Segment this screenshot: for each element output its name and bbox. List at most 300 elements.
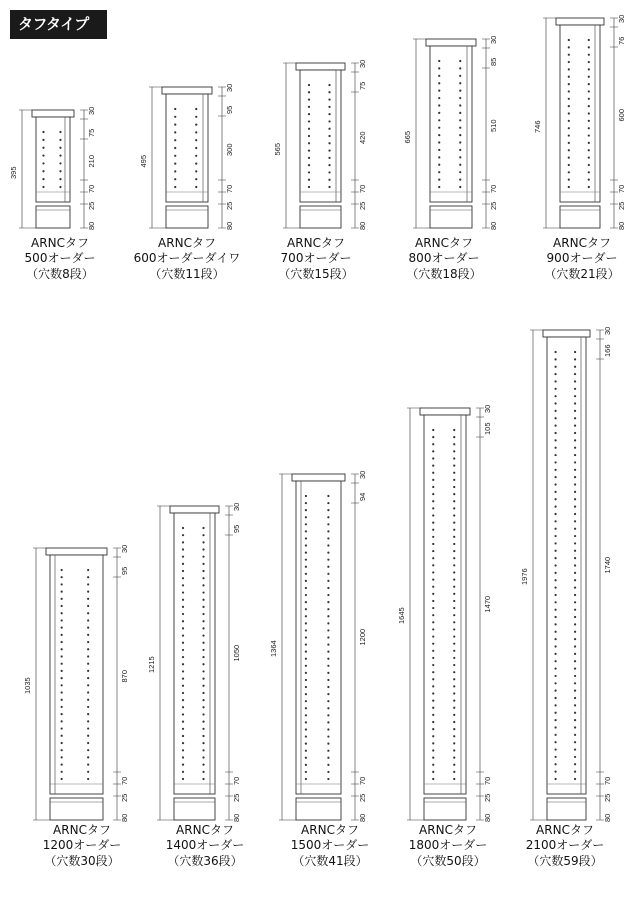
shelf-pin-hole [202,728,204,730]
shelf-pin-hole [87,591,89,593]
shelf-pin-hole [305,658,307,660]
shelf-pin-hole [87,619,89,621]
shelf-pin-hole [182,713,184,715]
shelf-pin-hole [574,506,576,508]
shelf-pin-hole [61,771,63,773]
shelf-pin-hole [554,564,556,566]
cabinet-crown [170,506,219,513]
shelf-pin-hole [574,616,576,618]
shelf-pin-hole [554,498,556,500]
shelf-pin-hole [459,60,461,62]
shelf-pin-hole [432,664,434,666]
shelf-pin-hole [432,728,434,730]
upper-dim-label: 95 [232,524,241,533]
shelf-pin-hole [568,61,570,63]
shelf-pin-hole [574,734,576,736]
shelf-pin-hole [202,627,204,629]
shelf-pin-hole [61,627,63,629]
plinth-dim-label: 80 [483,813,492,822]
shelf-pin-hole [182,584,184,586]
model-order-size: 1400オーダー [165,838,245,852]
shelf-pin-hole [59,178,61,180]
shelf-pin-hole [87,612,89,614]
mid-dim-label: 1050 [232,644,241,662]
shelf-pin-hole [202,634,204,636]
shelf-pin-hole [588,142,590,144]
shelf-pin-hole [327,651,329,653]
shelf-pin-hole [305,735,307,737]
shelf-pin-hole [554,380,556,382]
shelf-pin-hole [459,149,461,151]
plinth-dim-label: 80 [232,813,241,822]
shelf-pin-hole [432,635,434,637]
shelf-pin-hole [305,721,307,723]
shelf-pin-hole [328,128,330,130]
model-name: ARNCタフ [53,823,111,837]
shelf-pin-hole [308,98,310,100]
shelf-pin-hole [568,98,570,100]
shelf-pin-hole [574,712,576,714]
top-dim-label: 30 [232,502,241,511]
cabinet-model [403,36,498,281]
shelf-pin-hole [574,454,576,456]
shelf-pin-hole [554,483,556,485]
upper-dim-label: 75 [358,81,367,90]
shelf-pin-hole [453,664,455,666]
shelf-pin-hole [182,591,184,593]
shelf-pin-hole [432,493,434,495]
model-hole-count: （穴数41段） [292,854,368,868]
shelf-pin-hole [574,380,576,382]
shelf-pin-hole [61,591,63,593]
shelf-pin-hole [59,162,61,164]
shelf-pin-hole [182,599,184,601]
shelf-pin-hole [453,621,455,623]
shelf-pin-hole [453,429,455,431]
shelf-pin-hole [305,523,307,525]
shelf-pin-hole [87,756,89,758]
cabinet-crown [420,408,470,415]
lower-dim-label: 70 [617,184,626,193]
shelf-pin-hole [61,569,63,571]
shelf-pin-hole [453,479,455,481]
shelf-pin-hole [327,530,329,532]
shelf-pin-hole [453,707,455,709]
shelf-pin-hole [305,580,307,582]
shelf-pin-hole [574,373,576,375]
shelf-pin-hole [453,685,455,687]
shelf-pin-hole [459,90,461,92]
cabinet-crown [292,474,345,481]
shelf-pin-hole [432,450,434,452]
shelf-pin-hole [327,707,329,709]
shelf-pin-hole [554,609,556,611]
shelf-pin-hole [202,685,204,687]
shelf-pin-hole [87,706,89,708]
shelf-pin-hole [438,67,440,69]
shelf-pin-hole [87,771,89,773]
shelf-pin-hole [453,757,455,759]
shelf-pin-hole [438,97,440,99]
shelf-pin-hole [182,685,184,687]
shelf-pin-hole [305,594,307,596]
shelf-pin-hole [438,186,440,188]
shelf-pin-hole [305,686,307,688]
shelf-pin-hole [174,178,176,180]
shelf-pin-hole [554,535,556,537]
upper-dim-label: 166 [603,344,612,357]
shelf-pin-hole [202,649,204,651]
shelf-pin-hole [453,600,455,602]
shelf-pin-hole [453,749,455,751]
shelf-pin-hole [327,700,329,702]
shelf-pin-hole [195,116,197,118]
shelf-pin-hole [327,743,329,745]
shelf-pin-hole [453,557,455,559]
shelf-pin-hole [202,534,204,536]
shelf-pin-hole [554,660,556,662]
shelf-pin-hole [182,577,184,579]
shelf-pin-hole [574,447,576,449]
mid-dim-label: 870 [120,669,129,683]
shelf-pin-hole [305,573,307,575]
shelf-pin-hole [574,653,576,655]
shelf-pin-hole [42,178,44,180]
shelf-pin-hole [59,147,61,149]
shelf-pin-hole [554,579,556,581]
shelf-pin-hole [61,619,63,621]
shelf-pin-hole [453,472,455,474]
cabinet-plinth [166,206,208,228]
shelf-pin-hole [202,591,204,593]
shelf-pin-hole [305,700,307,702]
cabinet-model [520,327,612,868]
shelf-pin-hole [327,643,329,645]
shelf-pin-hole [305,707,307,709]
shelf-pin-hole [432,578,434,580]
shelf-pin-hole [182,606,184,608]
shelf-pin-hole [202,663,204,665]
shelf-pin-hole [459,82,461,84]
shelf-pin-hole [432,472,434,474]
shelf-pin-hole [574,550,576,552]
shelf-pin-hole [87,655,89,657]
overall-height-label: 665 [403,130,412,144]
shelf-pin-hole [588,179,590,181]
shelf-pin-hole [432,628,434,630]
shelf-pin-hole [568,134,570,136]
shelf-pin-hole [554,454,556,456]
shelf-pin-hole [42,139,44,141]
shelf-pin-hole [327,665,329,667]
shelf-pin-hole [588,112,590,114]
shelf-pin-hole [182,670,184,672]
shelf-pin-hole [432,514,434,516]
shelf-pin-hole [438,82,440,84]
shelf-pin-hole [432,757,434,759]
shelf-pin-hole [202,620,204,622]
model-name: ARNCタフ [419,823,477,837]
shelf-pin-hole [328,164,330,166]
shelf-pin-hole [182,742,184,744]
shelf-pin-hole [174,147,176,149]
shelf-pin-hole [327,516,329,518]
shelf-pin-hole [59,139,61,141]
lower-dim-label: 70 [87,184,96,193]
shelf-pin-hole [327,523,329,525]
shelf-pin-hole [574,469,576,471]
shelf-pin-hole [554,366,556,368]
shelf-pin-hole [459,127,461,129]
shelf-pin-hole [554,447,556,449]
shelf-pin-hole [202,713,204,715]
shelf-pin-hole [554,697,556,699]
shelf-pin-hole [574,586,576,588]
top-dim-label: 30 [483,404,492,413]
shelf-pin-hole [308,106,310,108]
shelf-pin-hole [574,513,576,515]
shelf-pin-hole [453,593,455,595]
shelf-pin-hole [327,601,329,603]
shelf-pin-hole [432,443,434,445]
shelf-pin-hole [432,521,434,523]
mid-dim-label: 300 [225,143,234,156]
shelf-pin-hole [432,700,434,702]
shelf-pin-hole [432,465,434,467]
upper-dim-label: 85 [489,57,498,66]
shelf-pin-hole [453,578,455,580]
shelf-pin-hole [432,671,434,673]
shelf-pin-hole [453,771,455,773]
lower-dim-label: 70 [120,776,129,785]
shelf-pin-hole [182,692,184,694]
lower-dim-label: 25 [358,793,367,802]
shelf-pin-hole [182,541,184,543]
lower-dim-label: 70 [358,776,367,785]
shelf-pin-hole [574,719,576,721]
mid-dim-label: 420 [358,131,367,144]
shelf-pin-hole [453,436,455,438]
model-name: ARNCタフ [287,236,345,250]
shelf-pin-hole [453,521,455,523]
shelf-pin-hole [202,570,204,572]
shelf-pin-hole [574,704,576,706]
shelf-pin-hole [568,179,570,181]
shelf-pin-hole [308,91,310,93]
model-order-size: 1200オーダー [42,838,122,852]
shelf-pin-hole [453,635,455,637]
shelf-pin-hole [574,682,576,684]
cabinet-plinth [424,798,466,820]
shelf-pin-hole [554,631,556,633]
shelf-pin-hole [305,778,307,780]
shelf-pin-hole [568,105,570,107]
shelf-pin-hole [554,690,556,692]
plinth-dim-label: 80 [358,221,367,230]
shelf-pin-hole [459,156,461,158]
shelf-pin-hole [554,528,556,530]
shelf-pin-hole [459,164,461,166]
shelf-pin-hole [554,351,556,353]
cabinet-model [9,107,96,281]
shelf-pin-hole [574,476,576,478]
shelf-pin-hole [588,83,590,85]
shelf-pin-hole [453,493,455,495]
shelf-pin-hole [61,605,63,607]
shelf-pin-hole [87,713,89,715]
shelf-pin-hole [87,691,89,693]
shelf-pin-hole [61,699,63,701]
shelf-pin-hole [327,686,329,688]
shelf-pin-hole [554,513,556,515]
shelf-pin-hole [305,608,307,610]
overall-height-label: 746 [533,120,542,133]
shelf-pin-hole [432,749,434,751]
cabinet-plinth [560,206,600,228]
shelf-pin-hole [574,697,576,699]
cabinet-crown [46,548,107,555]
shelf-pin-hole [59,154,61,156]
shelf-pin-hole [61,670,63,672]
shelf-pin-hole [202,656,204,658]
shelf-pin-hole [87,663,89,665]
shelf-pin-hole [574,388,576,390]
shelf-pin-hole [182,649,184,651]
shelf-pin-hole [432,479,434,481]
shelf-pin-hole [308,120,310,122]
shelf-pin-hole [453,457,455,459]
shelf-pin-hole [432,529,434,531]
shelf-pin-hole [61,677,63,679]
shelf-pin-hole [453,678,455,680]
shelf-pin-hole [305,566,307,568]
shelf-pin-hole [554,572,556,574]
shelf-pin-hole [453,657,455,659]
shelf-pin-hole [308,171,310,173]
shelf-pin-hole [327,615,329,617]
shelf-pin-hole [574,351,576,353]
shelf-pin-hole [453,529,455,531]
overall-height-label: 1645 [397,607,406,624]
upper-dim-label: 76 [617,36,626,45]
plinth-dim-label: 80 [87,221,96,230]
shelf-pin-hole [574,748,576,750]
shelf-pin-hole [61,756,63,758]
shelf-pin-hole [574,631,576,633]
shelf-pin-hole [202,606,204,608]
model-order-size: 600オーダーダイワ [133,251,241,265]
model-order-size: 800オーダー [408,251,480,265]
shelf-pin-hole [574,528,576,530]
shelf-pin-hole [588,127,590,129]
shelf-pin-hole [588,54,590,56]
shelf-pin-hole [432,771,434,773]
shelf-pin-hole [327,721,329,723]
shelf-pin-hole [174,108,176,110]
shelf-pin-hole [327,552,329,554]
overall-height-label: 1364 [269,640,278,657]
shelf-pin-hole [554,667,556,669]
cabinet-body [430,46,472,202]
shelf-pin-hole [588,39,590,41]
shelf-pin-hole [432,557,434,559]
shelf-pin-hole [328,120,330,122]
shelf-pin-hole [453,650,455,652]
shelf-pin-hole [438,178,440,180]
model-order-size: 1800オーダー [408,838,488,852]
shelf-pin-hole [554,726,556,728]
shelf-pin-hole [588,90,590,92]
shelf-pin-hole [202,778,204,780]
shelf-pin-hole [202,642,204,644]
shelf-pin-hole [174,139,176,141]
model-name: ARNCタフ [176,823,234,837]
model-hole-count: （穴数50段） [410,854,486,868]
shelf-pin-hole [554,425,556,427]
shelf-pin-hole [459,67,461,69]
shelf-pin-hole [453,443,455,445]
shelf-pin-hole [87,699,89,701]
shelf-pin-hole [438,119,440,121]
shelf-pin-hole [182,613,184,615]
shelf-pin-hole [182,627,184,629]
shelf-pin-hole [432,778,434,780]
shelf-pin-hole [438,75,440,77]
cabinet-body [560,25,600,202]
shelf-pin-hole [195,186,197,188]
shelf-pin-hole [453,543,455,545]
shelf-pin-hole [554,476,556,478]
shelf-pin-hole [432,429,434,431]
shelf-pin-hole [574,579,576,581]
shelf-pin-hole [574,410,576,412]
shelf-pin-hole [432,764,434,766]
shelf-pin-hole [574,660,576,662]
shelf-pin-hole [568,39,570,41]
shelf-pin-hole [61,727,63,729]
shelf-pin-hole [327,672,329,674]
lower-dim-label: 25 [603,793,612,802]
shelf-pin-hole [574,609,576,611]
shelf-pin-hole [182,699,184,701]
lower-dim-label: 25 [232,793,241,802]
shelf-pin-hole [308,157,310,159]
shelf-pin-hole [453,671,455,673]
shelf-pin-hole [574,778,576,780]
shelf-pin-hole [432,742,434,744]
lower-dim-label: 70 [483,776,492,785]
shelf-pin-hole [61,720,63,722]
plinth-dim-label: 80 [225,221,234,230]
model-name: ARNCタフ [158,236,216,250]
shelf-pin-hole [588,98,590,100]
shelf-pin-hole [202,577,204,579]
shelf-pin-hole [568,142,570,144]
shelf-pin-hole [61,713,63,715]
shelf-pin-hole [554,638,556,640]
shelf-pin-hole [308,164,310,166]
shelf-pin-hole [574,594,576,596]
shelf-pin-hole [305,636,307,638]
shelf-pin-hole [588,149,590,151]
shelf-pin-hole [568,76,570,78]
shelf-pin-hole [554,704,556,706]
shelf-pin-hole [308,113,310,115]
shelf-pin-hole [195,131,197,133]
shelf-pin-hole [61,612,63,614]
shelf-pin-hole [432,550,434,552]
shelf-pin-hole [202,735,204,737]
